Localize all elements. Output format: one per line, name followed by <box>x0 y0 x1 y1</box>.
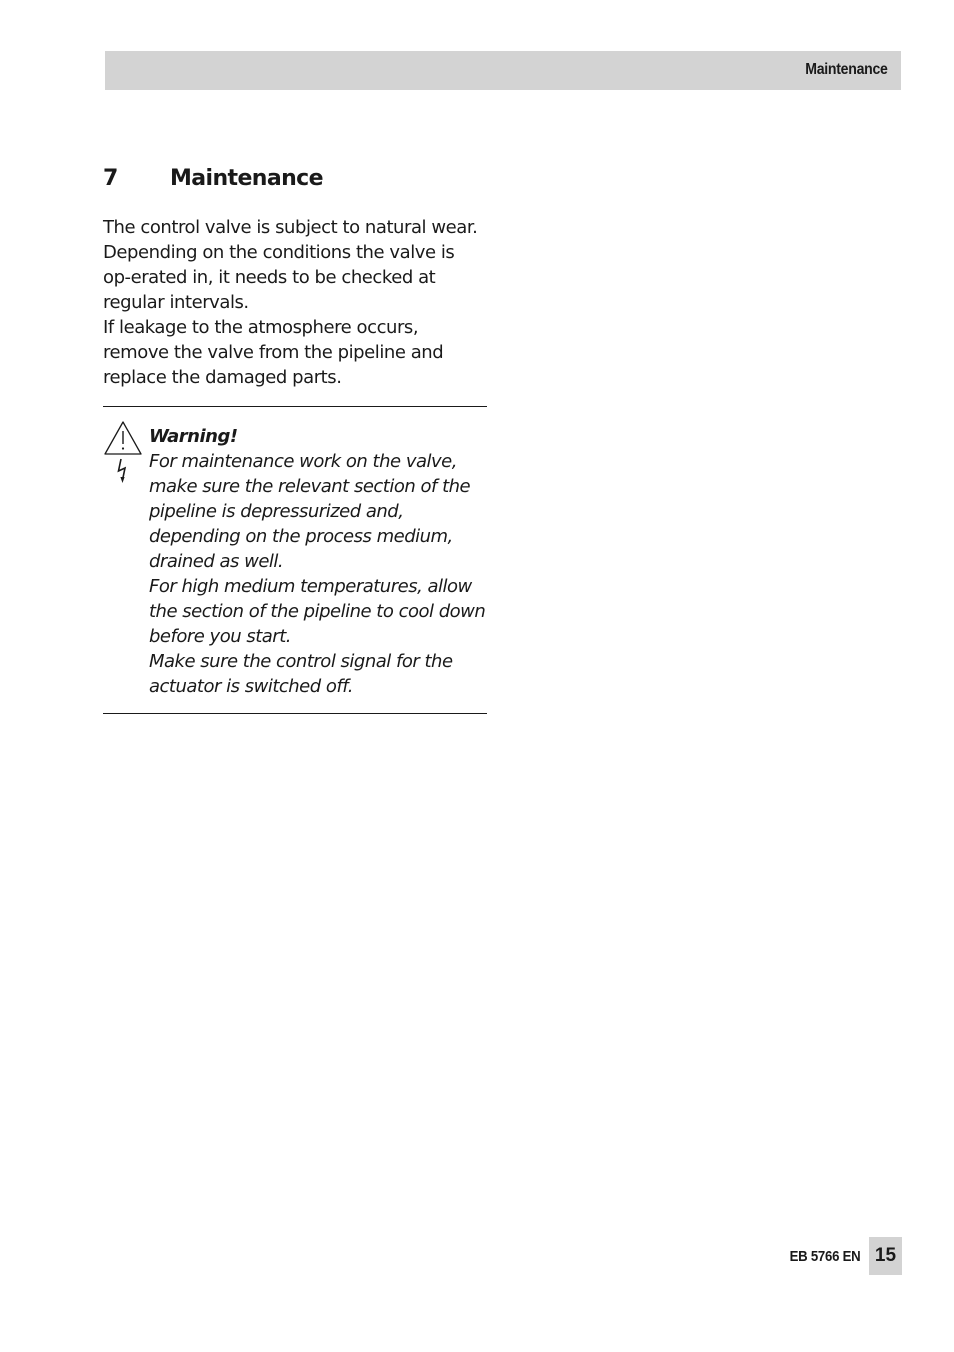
warning-top-rule <box>103 406 487 407</box>
body-text <box>103 215 487 390</box>
warning-title: Warning! <box>149 426 238 447</box>
running-header-title: Maintenance <box>805 61 888 78</box>
footer-document-id: EB 5766 EN <box>789 1248 860 1265</box>
warning-bottom-rule <box>103 713 487 714</box>
warning-triangle-electric-icon <box>103 420 143 486</box>
section-heading <box>103 166 323 191</box>
section-number: 7 <box>103 166 118 191</box>
running-header <box>105 51 901 90</box>
warning-line-1: For maintenance work on the valve, make sure the relevant section of the pipeline is depressurized and, depending on the process medium, drained as well. <box>149 451 471 572</box>
body-paragraph-2: If leakage to the atmosphere occurs, remove the valve from the pipeline and replace the damaged parts. <box>103 317 444 388</box>
warning-line-2: For high medium temperatures, allow the section of the pipeline to cool down before you start. <box>149 576 486 647</box>
body-paragraph-1: The control valve is subject to natural wear. Depending on the conditions the valve is op-erated in, it needs to be checked at regular intervals. <box>103 217 478 313</box>
footer-page-number: 15 <box>869 1237 902 1275</box>
section-title: Maintenance <box>170 166 323 191</box>
warning-box <box>149 424 494 699</box>
warning-line-3: Make sure the control signal for the actuator is switched off. <box>149 651 453 697</box>
